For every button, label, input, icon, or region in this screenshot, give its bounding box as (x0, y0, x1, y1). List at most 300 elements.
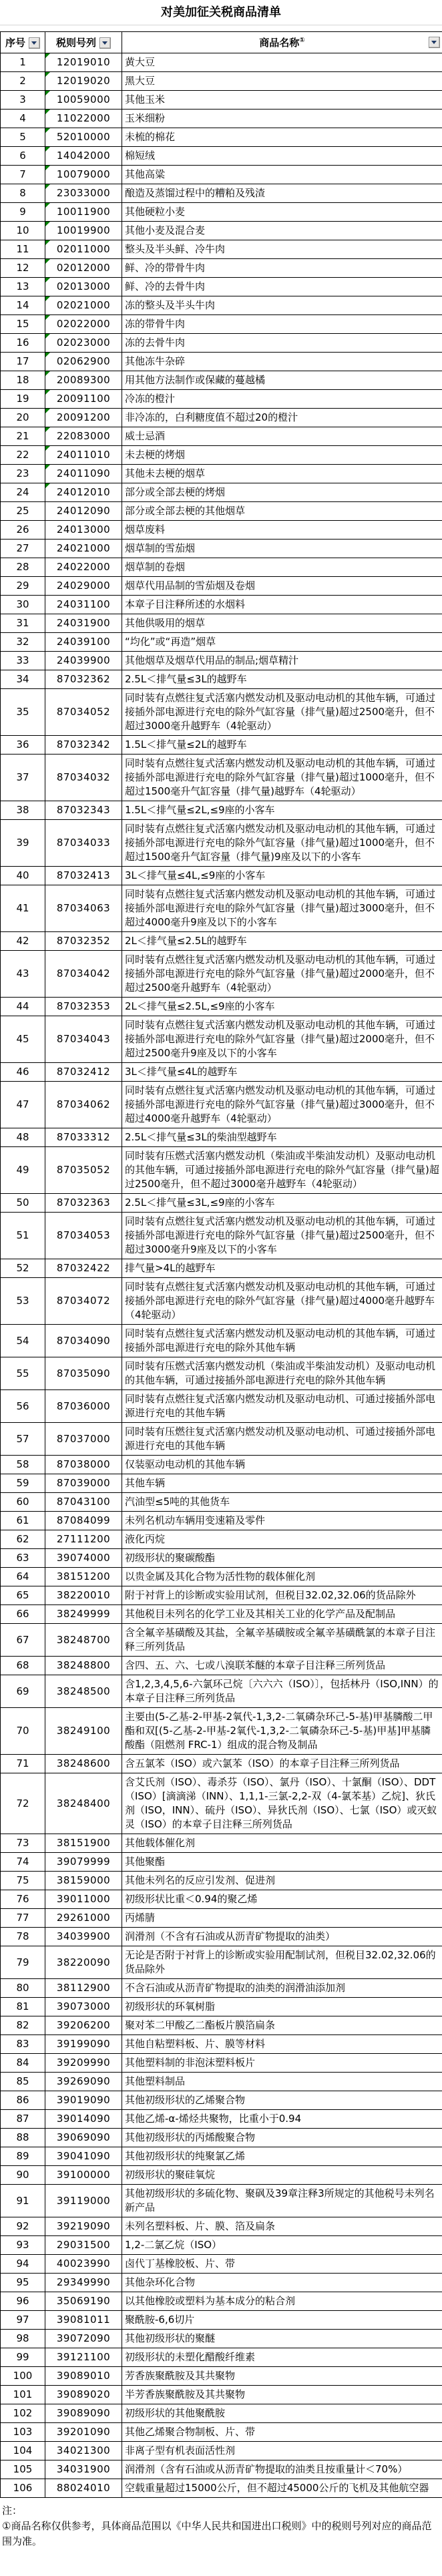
tariff-code-cell[interactable] (45, 1946, 122, 1979)
goods-name-cell[interactable]: 烟草制的卷烟 (122, 558, 442, 577)
serial-cell[interactable]: 15 (1, 315, 45, 334)
tariff-code-cell[interactable] (45, 2292, 122, 2311)
serial-cell[interactable]: 73 (1, 1834, 45, 1853)
goods-name-cell[interactable]: 其他未去梗的烟草 (122, 465, 442, 483)
tariff-code-cell[interactable] (45, 53, 122, 72)
serial-cell[interactable]: 57 (1, 1423, 45, 1456)
serial-cell[interactable]: 81 (1, 1998, 45, 2016)
serial-cell[interactable]: 11 (1, 240, 45, 259)
goods-name-cell[interactable]: 其他供吸用的烟草 (122, 614, 442, 633)
tariff-code-cell[interactable] (45, 2442, 122, 2460)
tariff-code-cell[interactable] (45, 72, 122, 91)
serial-cell[interactable]: 24 (1, 483, 45, 502)
goods-name-cell[interactable]: 其他塑料制品 (122, 2073, 442, 2091)
goods-name-cell[interactable]: 附于衬背上的诊断或实验用试剂，但税目32.02,32.06的货品除外 (122, 1586, 442, 1605)
tariff-code-cell[interactable] (45, 2073, 122, 2091)
goods-name-cell[interactable]: 无论是否附于衬背上的诊断或实验用配制试剂，但税目32.02,32.06的货品除外 (122, 1946, 442, 1979)
tariff-code-cell[interactable] (45, 755, 122, 801)
serial-cell[interactable]: 8 (1, 184, 45, 203)
serial-cell[interactable]: 17 (1, 353, 45, 371)
serial-cell[interactable]: 96 (1, 2292, 45, 2311)
serial-cell[interactable]: 58 (1, 1456, 45, 1474)
serial-cell[interactable]: 53 (1, 1278, 45, 1325)
serial-cell[interactable]: 49 (1, 1147, 45, 1194)
tariff-code-cell[interactable] (45, 596, 122, 614)
serial-cell[interactable]: 100 (1, 2367, 45, 2386)
goods-name-cell[interactable]: 冷冻的橙汁 (122, 390, 442, 409)
goods-name-cell[interactable]: 聚对苯二甲酸乙二酯板片膜箔扁条 (122, 2016, 442, 2035)
goods-name-cell[interactable]: 卤代丁基橡胶板、片、带 (122, 2255, 442, 2274)
goods-name-cell[interactable]: 同时装有点燃往复式活塞内燃发动机及驱动电动机的其他车辆，可通过接插外部电源进行充电的除外气缸容量（排气量)超过3000毫升，但不超过4000毫升9座及以下的小客车 (122, 885, 442, 932)
goods-name-cell[interactable]: 其他玉米 (122, 91, 442, 110)
serial-cell[interactable]: 106 (1, 2479, 45, 2498)
tariff-code-cell[interactable] (45, 1082, 122, 1128)
goods-name-cell[interactable]: 同时装有点燃往复式活塞内燃发动机及驱动电动机、可通过接插外部电源进行充电的其他车辆 (122, 1390, 442, 1423)
serial-cell[interactable]: 40 (1, 867, 45, 885)
tariff-code-cell[interactable] (45, 736, 122, 755)
serial-cell[interactable]: 28 (1, 558, 45, 577)
goods-name-cell[interactable]: 初级形状的聚硅氧烷 (122, 2166, 442, 2185)
goods-name-cell[interactable]: 初级形状的未塑化醋酸纤维素 (122, 2348, 442, 2367)
serial-cell[interactable]: 48 (1, 1128, 45, 1147)
tariff-code-cell[interactable] (45, 1512, 122, 1530)
serial-cell[interactable]: 72 (1, 1773, 45, 1834)
goods-name-cell[interactable]: 鲜、冷的去骨牛肉 (122, 278, 442, 296)
serial-cell[interactable]: 59 (1, 1474, 45, 1493)
goods-name-cell[interactable]: 同时装有压燃往复式活塞内燃发动机及驱动电动机、可通过接插外部电源进行充电的其他车辆 (122, 1423, 442, 1456)
tariff-code-cell[interactable] (45, 1063, 122, 1082)
serial-cell[interactable]: 5 (1, 128, 45, 147)
tariff-code-cell[interactable] (45, 1147, 122, 1194)
serial-cell[interactable]: 31 (1, 614, 45, 633)
goods-name-cell[interactable]: 同时装有点燃往复式活塞内燃发动机及驱动电动机的其他车辆，可通过接插外部电源进行充电的除外气缸容量（排气量)超过2000毫升，但不超过2500毫升越野车（4轮驱动） (122, 951, 442, 998)
goods-name-cell[interactable]: 含四、五、六、七或八溴联苯醚的本章子目注释三所列货品 (122, 1657, 442, 1675)
tariff-code-cell[interactable] (45, 147, 122, 166)
tariff-code-cell[interactable] (45, 558, 122, 577)
serial-cell[interactable]: 65 (1, 1586, 45, 1605)
serial-cell[interactable]: 12 (1, 259, 45, 278)
goods-name-cell[interactable]: 部分或全部去梗的烤烟 (122, 483, 442, 502)
goods-name-cell[interactable]: 烟草制的雪茄烟 (122, 540, 442, 558)
goods-name-cell[interactable]: 威士忌酒 (122, 427, 442, 446)
tariff-code-cell[interactable] (45, 2423, 122, 2442)
serial-cell[interactable]: 75 (1, 1872, 45, 1890)
serial-cell[interactable]: 79 (1, 1946, 45, 1979)
goods-name-cell[interactable]: 同时装有压燃式活塞内燃发动机（柴油或半柴油发动机）及驱动电动机的其他车辆，可通过接插外部电源进行充电的除外其他车辆 (122, 1357, 442, 1390)
goods-name-cell[interactable]: 其他冻牛杂碎 (122, 353, 442, 371)
goods-name-cell[interactable]: 1,2-二氯乙烷（ISO） (122, 2236, 442, 2255)
serial-cell[interactable]: 78 (1, 1928, 45, 1946)
serial-cell[interactable]: 76 (1, 1890, 45, 1909)
tariff-code-cell[interactable] (45, 2236, 122, 2255)
serial-cell[interactable]: 2 (1, 72, 45, 91)
serial-cell[interactable]: 83 (1, 2035, 45, 2054)
serial-cell[interactable]: 92 (1, 2217, 45, 2236)
serial-cell[interactable]: 41 (1, 885, 45, 932)
goods-name-cell[interactable]: 2L＜排气量≤2.5L,≤9座的小客车 (122, 998, 442, 1016)
serial-cell[interactable]: 21 (1, 427, 45, 446)
serial-cell[interactable]: 25 (1, 502, 45, 521)
tariff-code-cell[interactable] (45, 259, 122, 278)
tariff-code-cell[interactable] (45, 1890, 122, 1909)
tariff-code-cell[interactable] (45, 222, 122, 240)
tariff-code-cell[interactable] (45, 371, 122, 390)
tariff-code-cell[interactable] (45, 2129, 122, 2147)
serial-cell[interactable]: 37 (1, 755, 45, 801)
serial-cell[interactable]: 86 (1, 2091, 45, 2110)
goods-name-cell[interactable]: 其他小麦及混合麦 (122, 222, 442, 240)
goods-name-cell[interactable]: 同时装有点燃往复式活塞内燃发动机及驱动电动机的其他车辆，可通过接插外部电源进行充电的除外气缸容量（排气量)超过2500毫升，但不超过3000毫升越野车（4轮驱动） (122, 689, 442, 736)
serial-cell[interactable]: 63 (1, 1549, 45, 1568)
serial-cell[interactable]: 19 (1, 390, 45, 409)
goods-name-cell[interactable]: 酿造及蒸馏过程中的糟粕及残渣 (122, 184, 442, 203)
serial-cell[interactable]: 97 (1, 2311, 45, 2330)
serial-cell[interactable]: 103 (1, 2423, 45, 2442)
tariff-code-cell[interactable] (45, 951, 122, 998)
serial-cell[interactable]: 62 (1, 1530, 45, 1549)
goods-name-cell[interactable]: 初级形状比重＜0.94的聚乙烯 (122, 1890, 442, 1909)
goods-name-cell[interactable]: 丙烯腈 (122, 1909, 442, 1928)
tariff-code-cell[interactable] (45, 1708, 122, 1755)
goods-name-cell[interactable]: 含艾氏剂（ISO）、毒杀芬（ISO）、氯丹（ISO）、十氯酮（ISO）、DDT（ISO）[滴滴涕（INN）、1,1,1-三氯-2,2-双（4-氯苯基）乙烷]、狄氏剂（ISO，INN）、硫丹（ISO）、异狄氏剂（ISO）、七氯（ISO）或灭蚁灵（ISO）的本章子目注释三所列货品 (122, 1773, 442, 1834)
filter-dropdown-button-tariff-code[interactable] (99, 37, 111, 49)
tariff-code-cell[interactable] (45, 240, 122, 259)
tariff-code-cell[interactable] (45, 2386, 122, 2404)
serial-cell[interactable]: 20 (1, 409, 45, 427)
goods-name-cell[interactable]: 鲜、冷的带骨牛肉 (122, 259, 442, 278)
serial-cell[interactable]: 22 (1, 446, 45, 465)
goods-name-cell[interactable]: 未去梗的烤烟 (122, 446, 442, 465)
tariff-code-cell[interactable] (45, 2255, 122, 2274)
tariff-code-cell[interactable] (45, 2147, 122, 2166)
serial-cell[interactable]: 3 (1, 91, 45, 110)
serial-cell[interactable]: 6 (1, 147, 45, 166)
serial-cell[interactable]: 9 (1, 203, 45, 222)
serial-cell[interactable]: 44 (1, 998, 45, 1016)
tariff-code-cell[interactable] (45, 1530, 122, 1549)
tariff-code-cell[interactable] (45, 296, 122, 315)
goods-name-cell[interactable]: 烟草代用品制的雪茄烟及卷烟 (122, 577, 442, 596)
tariff-code-cell[interactable] (45, 110, 122, 128)
goods-name-cell[interactable]: 未列名机动车辆用变速箱及零件 (122, 1512, 442, 1530)
tariff-code-cell[interactable] (45, 1624, 122, 1657)
tariff-code-cell[interactable] (45, 2166, 122, 2185)
tariff-code-cell[interactable] (45, 1493, 122, 1512)
serial-cell[interactable]: 70 (1, 1708, 45, 1755)
tariff-code-cell[interactable] (45, 1325, 122, 1357)
tariff-code-cell[interactable] (45, 91, 122, 110)
goods-name-cell[interactable]: 半芳香族聚酰胺及其共聚物 (122, 2386, 442, 2404)
goods-name-cell[interactable]: 棉短绒 (122, 147, 442, 166)
goods-name-cell[interactable]: 芳香族聚酰胺及其共聚物 (122, 2367, 442, 2386)
serial-cell[interactable]: 26 (1, 521, 45, 540)
tariff-code-cell[interactable] (45, 390, 122, 409)
tariff-code-cell[interactable] (45, 2367, 122, 2386)
tariff-code-cell[interactable] (45, 867, 122, 885)
goods-name-cell[interactable]: 其他硬粒小麦 (122, 203, 442, 222)
tariff-code-cell[interactable] (45, 670, 122, 689)
goods-name-cell[interactable]: 黄大豆 (122, 53, 442, 72)
serial-cell[interactable]: 47 (1, 1082, 45, 1128)
goods-name-cell[interactable]: 3L＜排气量≤4L的越野车 (122, 1063, 442, 1082)
goods-name-cell[interactable]: 同时装有点燃往复式活塞内燃发动机及驱动电动机的其他车辆，可通过接插外部电源进行充电的除外气缸容量（排气量)超过4000毫升越野车（4轮驱动） (122, 1278, 442, 1325)
tariff-code-cell[interactable] (45, 315, 122, 334)
serial-cell[interactable]: 71 (1, 1755, 45, 1773)
tariff-code-cell[interactable] (45, 2091, 122, 2110)
goods-name-cell[interactable]: 空载重量超过15000公斤，但不超过45000公斤的飞机及其他航空器 (122, 2479, 442, 2498)
serial-cell[interactable]: 30 (1, 596, 45, 614)
goods-name-cell[interactable]: 初级形状的环氧树脂 (122, 1998, 442, 2016)
serial-cell[interactable]: 34 (1, 670, 45, 689)
goods-name-cell[interactable]: 聚酰胺-6,6切片 (122, 2311, 442, 2330)
tariff-code-cell[interactable] (45, 1474, 122, 1493)
serial-cell[interactable]: 27 (1, 540, 45, 558)
tariff-code-cell[interactable] (45, 353, 122, 371)
tariff-code-cell[interactable] (45, 427, 122, 446)
tariff-code-cell[interactable] (45, 1755, 122, 1773)
tariff-code-cell[interactable] (45, 1194, 122, 1213)
serial-cell[interactable]: 55 (1, 1357, 45, 1390)
tariff-code-cell[interactable] (45, 577, 122, 596)
goods-name-cell[interactable]: 润滑剂（含有石油或从沥青矿物提取的油类且按重量计＜70%） (122, 2460, 442, 2479)
goods-name-cell[interactable]: 仅装驱动电动机的其他车辆 (122, 1456, 442, 1474)
tariff-code-cell[interactable] (45, 998, 122, 1016)
tariff-code-cell[interactable] (45, 2054, 122, 2073)
serial-cell[interactable]: 1 (1, 53, 45, 72)
serial-cell[interactable]: 85 (1, 2073, 45, 2091)
goods-name-cell[interactable]: “均化”或“再造”烟草 (122, 633, 442, 652)
goods-name-cell[interactable]: 汽油型≤5吨的其他货车 (122, 1493, 442, 1512)
goods-name-cell[interactable]: 以其他橡胶或塑料为基本成分的粘合剂 (122, 2292, 442, 2311)
serial-cell[interactable]: 39 (1, 820, 45, 867)
serial-cell[interactable]: 77 (1, 1909, 45, 1928)
serial-cell[interactable]: 13 (1, 278, 45, 296)
goods-name-cell[interactable]: 整头及半头鲜、冷牛肉 (122, 240, 442, 259)
serial-cell[interactable]: 98 (1, 2330, 45, 2348)
goods-name-cell[interactable]: 同时装有点燃往复式活塞内燃发动机及驱动电动机的其他车辆，可通过接插外部电源进行充电的除外气缸容量（排气量)超过1000毫升，但不超过1500毫升气缸容量（排气量)越野车（4轮驱动） (122, 755, 442, 801)
serial-cell[interactable]: 67 (1, 1624, 45, 1657)
serial-cell[interactable]: 101 (1, 2386, 45, 2404)
goods-name-cell[interactable]: 润滑剂（不含有石油或从沥青矿物提取的油类） (122, 1928, 442, 1946)
goods-name-cell[interactable]: 部分或全部去梗的其他烟草 (122, 502, 442, 521)
tariff-code-cell[interactable] (45, 1016, 122, 1063)
tariff-code-cell[interactable] (45, 278, 122, 296)
goods-name-cell[interactable]: 其他杂环化合物 (122, 2274, 442, 2292)
tariff-code-cell[interactable] (45, 1213, 122, 1259)
goods-name-cell[interactable]: 3L＜排气量≤4L,≤9座的小客车 (122, 867, 442, 885)
serial-cell[interactable]: 38 (1, 801, 45, 820)
tariff-code-cell[interactable] (45, 801, 122, 820)
serial-cell[interactable]: 84 (1, 2054, 45, 2073)
serial-cell[interactable]: 54 (1, 1325, 45, 1357)
goods-name-cell[interactable]: 其他聚酯 (122, 1853, 442, 1872)
serial-cell[interactable]: 91 (1, 2185, 45, 2217)
goods-name-cell[interactable]: 液化丙烷 (122, 1530, 442, 1549)
tariff-code-cell[interactable] (45, 2311, 122, 2330)
serial-cell[interactable]: 32 (1, 633, 45, 652)
tariff-code-cell[interactable] (45, 1909, 122, 1928)
goods-name-cell[interactable]: 1.5L＜排气量≤2L的越野车 (122, 736, 442, 755)
goods-name-cell[interactable]: 冻的去骨牛肉 (122, 334, 442, 353)
tariff-code-cell[interactable] (45, 184, 122, 203)
tariff-code-cell[interactable] (45, 2217, 122, 2236)
goods-name-cell[interactable]: 本章子目注释所述的水烟料 (122, 596, 442, 614)
tariff-code-cell[interactable] (45, 820, 122, 867)
tariff-code-cell[interactable] (45, 2479, 122, 2498)
goods-name-cell[interactable]: 初级形状的其他聚酰胺 (122, 2404, 442, 2423)
goods-name-cell[interactable]: 其他未列名的反应引发剂、促进剂 (122, 1872, 442, 1890)
serial-cell[interactable]: 82 (1, 2016, 45, 2035)
tariff-code-cell[interactable] (45, 334, 122, 353)
goods-name-cell[interactable]: 同时装有点燃往复式活塞内燃发动机及驱动电动机的其他车辆，可通过接插外部电源进行充电的除外其他车辆 (122, 1325, 442, 1357)
goods-name-cell[interactable]: 未梳的棉花 (122, 128, 442, 147)
goods-name-cell[interactable]: 其他载体催化剂 (122, 1834, 442, 1853)
serial-cell[interactable]: 87 (1, 2110, 45, 2129)
goods-name-cell[interactable]: 冻的带骨牛肉 (122, 315, 442, 334)
goods-name-cell[interactable]: 其他初级形状的乙烯聚合物 (122, 2091, 442, 2110)
goods-name-cell[interactable]: 排气量>4L的越野车 (122, 1259, 442, 1278)
goods-name-cell[interactable]: 非离子型有机表面活性剂 (122, 2442, 442, 2460)
serial-cell[interactable]: 90 (1, 2166, 45, 2185)
goods-name-cell[interactable]: 1.5L＜排气量≤2L,≤9座的小客车 (122, 801, 442, 820)
serial-cell[interactable]: 29 (1, 577, 45, 596)
goods-name-cell[interactable]: 不含石油或从沥青矿物提取的油类的润滑油添加剂 (122, 1979, 442, 1998)
serial-cell[interactable]: 35 (1, 689, 45, 736)
tariff-code-cell[interactable] (45, 1998, 122, 2016)
goods-name-cell[interactable]: 2.5L＜排气量≤3L的越野车 (122, 670, 442, 689)
serial-cell[interactable]: 51 (1, 1213, 45, 1259)
serial-cell[interactable]: 10 (1, 222, 45, 240)
tariff-code-cell[interactable] (45, 2460, 122, 2479)
tariff-code-cell[interactable] (45, 885, 122, 932)
serial-cell[interactable]: 69 (1, 1675, 45, 1708)
serial-cell[interactable]: 60 (1, 1493, 45, 1512)
serial-cell[interactable]: 66 (1, 1605, 45, 1624)
serial-cell[interactable]: 14 (1, 296, 45, 315)
serial-cell[interactable]: 102 (1, 2404, 45, 2423)
tariff-code-cell[interactable] (45, 633, 122, 652)
goods-name-cell[interactable]: 初级形状的聚碳酸酯 (122, 1549, 442, 1568)
tariff-code-cell[interactable] (45, 1834, 122, 1853)
tariff-code-cell[interactable] (45, 1128, 122, 1147)
serial-cell[interactable]: 61 (1, 1512, 45, 1530)
tariff-code-cell[interactable] (45, 1853, 122, 1872)
goods-name-cell[interactable]: 未列名塑料板、片、膜、箔及扁条 (122, 2217, 442, 2236)
goods-name-cell[interactable]: 玉米细粉 (122, 110, 442, 128)
tariff-code-cell[interactable] (45, 166, 122, 184)
tariff-code-cell[interactable] (45, 2274, 122, 2292)
tariff-code-cell[interactable] (45, 502, 122, 521)
goods-name-cell[interactable]: 同时装有点燃往复式活塞内燃发动机及驱动电动机的其他车辆，可通过接插外部电源进行充电的除外气缸容量（排气量)超过3000毫升，但不超过4000毫升越野车（4轮驱动） (122, 1082, 442, 1128)
serial-cell[interactable]: 105 (1, 2460, 45, 2479)
tariff-code-cell[interactable] (45, 689, 122, 736)
serial-cell[interactable]: 46 (1, 1063, 45, 1082)
serial-cell[interactable]: 7 (1, 166, 45, 184)
tariff-code-cell[interactable] (45, 483, 122, 502)
tariff-code-cell[interactable] (45, 1357, 122, 1390)
serial-cell[interactable]: 43 (1, 951, 45, 998)
tariff-code-cell[interactable] (45, 1549, 122, 1568)
tariff-code-cell[interactable] (45, 446, 122, 465)
tariff-code-cell[interactable] (45, 652, 122, 670)
tariff-code-cell[interactable] (45, 1605, 122, 1624)
goods-name-cell[interactable]: 主要由(5-乙基-2-甲基-2氧代-1,3,2-二氧磷杂环己-5-基)甲基膦酸二甲酯和双[(5-乙基-2-甲基-2氧代-1,3,2-二氧磷杂环己-5-基)甲基]甲基膦酸酯（阻燃剂 FRC-1）组成的混合物及制品 (122, 1708, 442, 1755)
filter-dropdown-button-goods-name[interactable] (429, 37, 440, 48)
serial-cell[interactable]: 88 (1, 2129, 45, 2147)
goods-name-cell[interactable]: 其他乙烯-α-烯烃共聚物，比重小于0.94 (122, 2110, 442, 2129)
goods-name-cell[interactable]: 其他塑料制的非泡沫塑料板片 (122, 2054, 442, 2073)
tariff-code-cell[interactable] (45, 1423, 122, 1456)
goods-name-cell[interactable]: 其他烟草及烟草代用品的制品;烟草精汁 (122, 652, 442, 670)
serial-cell[interactable]: 4 (1, 110, 45, 128)
tariff-code-cell[interactable] (45, 2110, 122, 2129)
serial-cell[interactable]: 95 (1, 2274, 45, 2292)
serial-cell[interactable]: 33 (1, 652, 45, 670)
tariff-code-cell[interactable] (45, 2348, 122, 2367)
goods-name-cell[interactable]: 同时装有点燃往复式活塞内燃发动机及驱动电动机的其他车辆，可通过接插外部电源进行充电的除外气缸容量（排气量)超过1000毫升，但不超过1500毫升气缸容量（排气量)9座及以下的小客车 (122, 820, 442, 867)
goods-name-cell[interactable]: 其他初级形状的丙烯酸聚合物 (122, 2129, 442, 2147)
goods-name-cell[interactable]: 同时装有压燃式活塞内燃发动机（柴油或半柴油发动机）及驱动电动机的其他车辆，可通过接插外部电源进行充电的除外气缸容量（排气量)超过2500毫升，但不超过3000毫升越野车（4轮驱动） (122, 1147, 442, 1194)
serial-cell[interactable]: 52 (1, 1259, 45, 1278)
serial-cell[interactable]: 80 (1, 1979, 45, 1998)
goods-name-cell[interactable]: 含五氯苯（ISO）或六氯苯（ISO）的本章子目注释三所列货品 (122, 1755, 442, 1773)
serial-cell[interactable]: 89 (1, 2147, 45, 2166)
goods-name-cell[interactable]: 其他初级形状的多硫化物、聚砜及39章注释3所规定的其他税号未列名新产品 (122, 2185, 442, 2217)
goods-name-cell[interactable]: 以贵金属及其化合物为活性物的载体催化剂 (122, 1568, 442, 1586)
serial-cell[interactable]: 99 (1, 2348, 45, 2367)
goods-name-cell[interactable]: 同时装有点燃往复式活塞内燃发动机及驱动电动机的其他车辆，可通过接插外部电源进行充电的除外气缸容量（排气量)超过2500毫升，但不超过3000毫升9座及以下的小客车 (122, 1213, 442, 1259)
goods-name-cell[interactable]: 其他车辆 (122, 1474, 442, 1493)
serial-cell[interactable]: 94 (1, 2255, 45, 2274)
goods-name-cell[interactable]: 其他自粘塑料板、片、膜等材料 (122, 2035, 442, 2054)
serial-cell[interactable]: 64 (1, 1568, 45, 1586)
tariff-code-cell[interactable] (45, 614, 122, 633)
tariff-code-cell[interactable] (45, 2404, 122, 2423)
serial-cell[interactable]: 36 (1, 736, 45, 755)
tariff-code-cell[interactable] (45, 465, 122, 483)
tariff-code-cell[interactable] (45, 1872, 122, 1890)
goods-name-cell[interactable]: 烟草废料 (122, 521, 442, 540)
serial-cell[interactable]: 68 (1, 1657, 45, 1675)
goods-name-cell[interactable]: 2.5L＜排气量≤3L,≤9座的小客车 (122, 1194, 442, 1213)
filter-dropdown-button-serial[interactable] (29, 37, 40, 49)
serial-cell[interactable]: 74 (1, 1853, 45, 1872)
serial-cell[interactable]: 45 (1, 1016, 45, 1063)
serial-cell[interactable]: 42 (1, 932, 45, 951)
tariff-code-cell[interactable] (45, 203, 122, 222)
tariff-code-cell[interactable] (45, 2330, 122, 2348)
goods-name-cell[interactable]: 黑大豆 (122, 72, 442, 91)
tariff-code-cell[interactable] (45, 932, 122, 951)
goods-name-cell[interactable]: 非冷冻的，白利糖度值不超过20的橙汁 (122, 409, 442, 427)
goods-name-cell[interactable]: 2.5L＜排气量≤3L的柴油型越野车 (122, 1128, 442, 1147)
goods-name-cell[interactable]: 冻的整头及半头牛肉 (122, 296, 442, 315)
goods-name-cell[interactable]: 2L＜排气量≤2.5L的越野车 (122, 932, 442, 951)
tariff-code-cell[interactable] (45, 1675, 122, 1708)
tariff-code-cell[interactable] (45, 2035, 122, 2054)
serial-cell[interactable]: 56 (1, 1390, 45, 1423)
goods-name-cell[interactable]: 含1,2,3,4,5,6-六氯环己烷〔六六六（ISO）〕，包括林丹（ISO,INN）的本章子目注释三所列货品 (122, 1675, 442, 1708)
serial-cell[interactable]: 18 (1, 371, 45, 390)
serial-cell[interactable]: 104 (1, 2442, 45, 2460)
goods-name-cell[interactable]: 其他乙烯聚合物制板、片、带 (122, 2423, 442, 2442)
tariff-code-cell[interactable] (45, 1568, 122, 1586)
goods-name-cell[interactable]: 用其他方法制作或保藏的蔓越橘 (122, 371, 442, 390)
tariff-code-cell[interactable] (45, 521, 122, 540)
tariff-code-cell[interactable] (45, 1773, 122, 1834)
tariff-code-cell[interactable] (45, 1278, 122, 1325)
goods-name-cell[interactable]: 含全氟辛基磺酸及其盐，全氟辛基磺胺或全氟辛基磺酰氯的本章子目注释三所列货品 (122, 1624, 442, 1657)
